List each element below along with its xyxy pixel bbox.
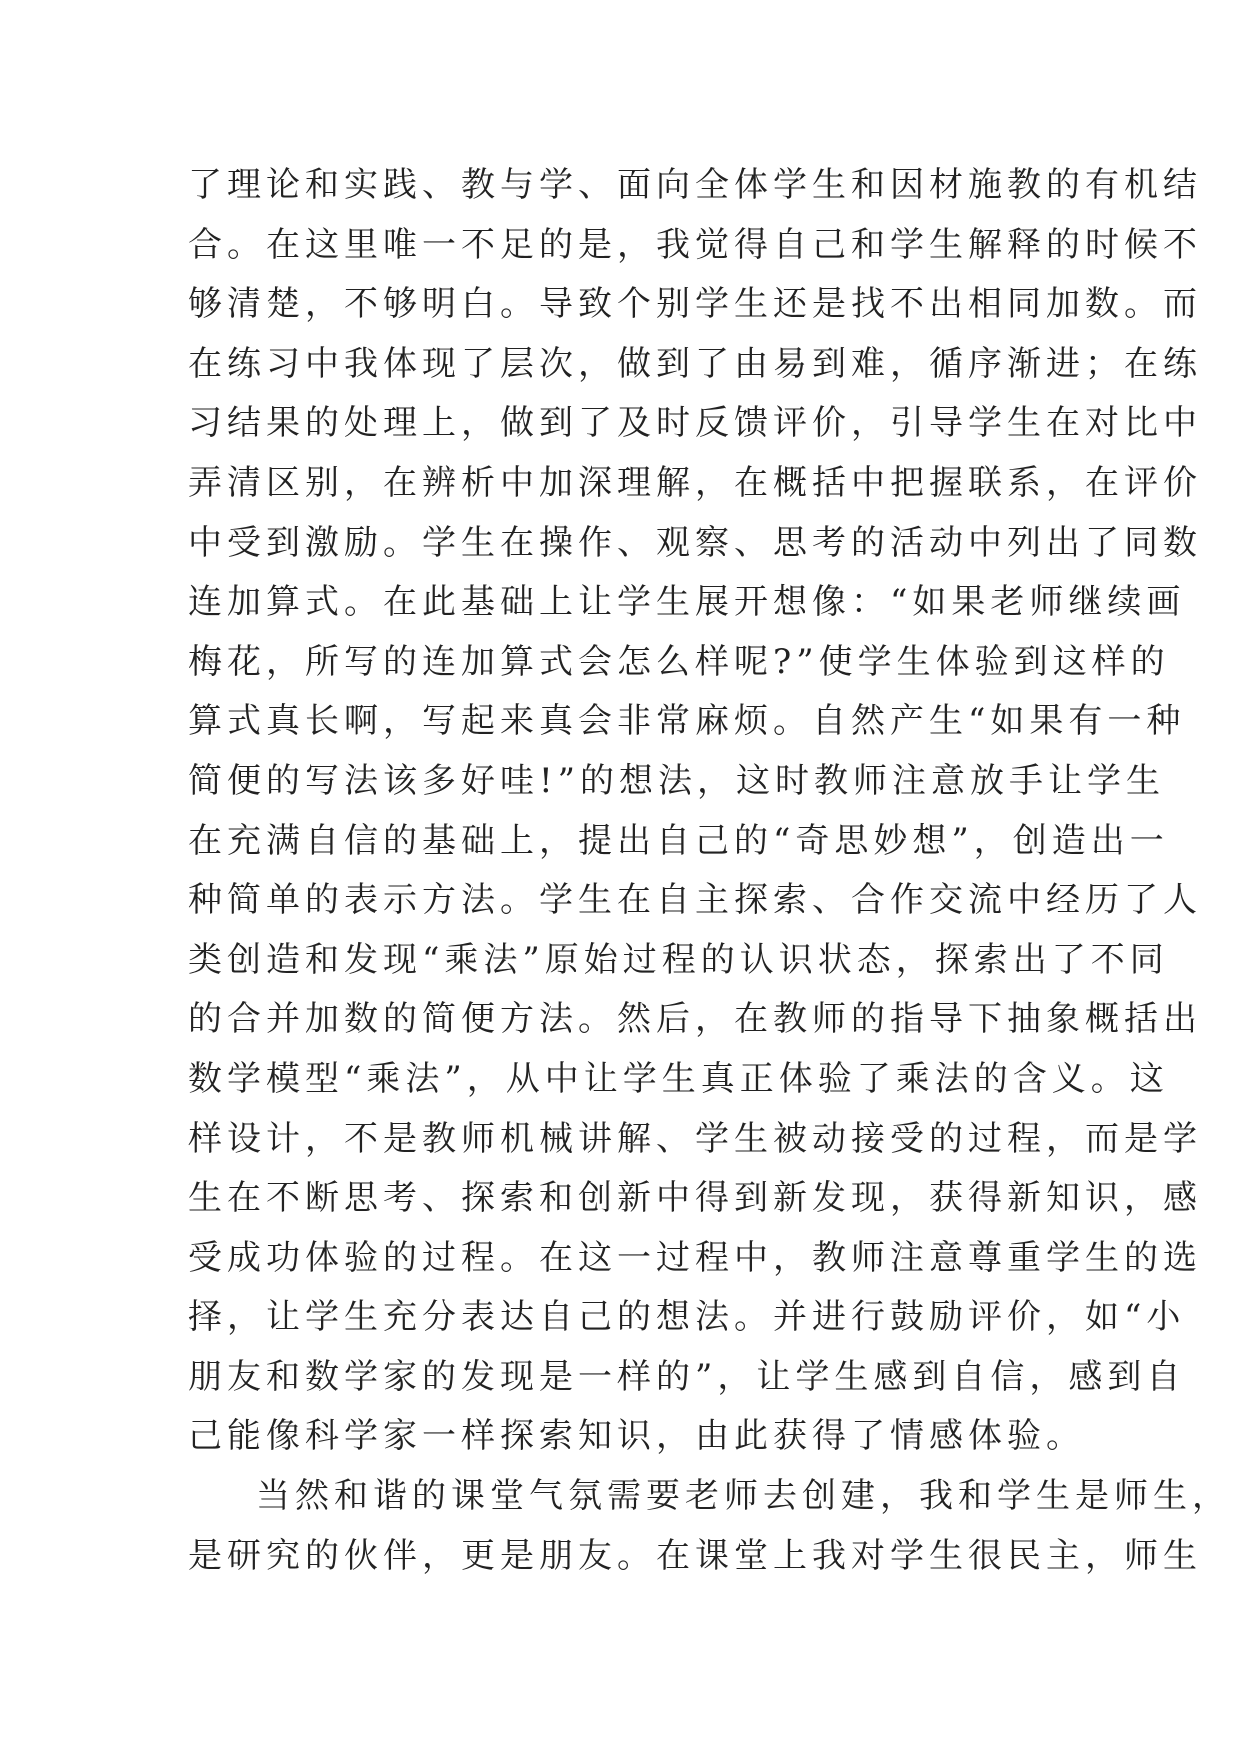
text-line: 受成功体验的过程。在这一过程中，教师注意尊重学生的选 [188,1237,1202,1278]
text-line: 择，让学生充分表达自己的想法。并进行鼓励评价，如“小 [188,1297,1186,1338]
text-line: 数学模型“乘法”，从中让学生真正体验了乘法的含义。这 [188,1058,1169,1099]
text-line: 算式真长啊，写起来真会非常麻烦。自然产生“如果有一种 [188,701,1186,742]
text-line: 己能像科学家一样探索知识，由此获得了情感体验。 [188,1416,1085,1457]
text-line: 生在不断思考、探索和创新中得到新发现，获得新知识，感 [188,1178,1202,1219]
text-line: 类创造和发现“乘法”原始过程的认识状态，探索出了不同 [188,939,1169,980]
text-line: 弄清区别，在辨析中加深理解，在概括中把握联系，在评价 [188,462,1202,503]
text-line: 够清楚，不够明白。导致个别学生还是找不出相同加数。而 [188,284,1202,325]
text-line: 连加算式。在此基础上让学生展开想像：“如果老师继续画 [188,582,1186,623]
text-line: 是研究的伙伴，更是朋友。在课堂上我对学生很民主，师生 [188,1535,1202,1576]
text-line: 种简单的表示方法。学生在自主探索、合作交流中经历了人 [188,880,1202,921]
text-line: 了理论和实践、教与学、面向全体学生和因材施教的有机结 [188,165,1202,205]
text-line: 朋友和数学家的发现是一样的”，让学生感到自信，感到自 [188,1356,1186,1397]
text-line: 合。在这里唯一不足的是，我觉得自己和学生解释的时候不 [188,224,1202,265]
text-line: 梅花，所写的连加算式会怎么样呢?”使学生体验到这样的 [188,641,1170,682]
text-line: 的合并加数的简便方法。然后，在教师的指导下抽象概括出 [188,999,1202,1040]
paragraph-first-line: 当然和谐的课堂气氛需要老师去创建，我和学生是师生， [256,1476,1231,1517]
text-line: 在充满自信的基础上，提出自己的“奇思妙想”，创造出一 [188,820,1169,861]
text-line: 样设计，不是教师机械讲解、学生被动接受的过程，而是学 [188,1118,1202,1159]
text-line: 中受到激励。学生在操作、观察、思考的活动中列出了同数 [188,522,1202,563]
text-line: 习结果的处理上，做到了及时反馈评价，引导学生在对比中 [188,403,1202,444]
text-line: 简便的写法该多好哇!”的想法，这时教师注意放手让学生 [188,760,1166,801]
body-text [188,156,1231,1586]
text-line: 在练习中我体现了层次，做到了由易到难，循序渐进；在练 [188,343,1202,384]
